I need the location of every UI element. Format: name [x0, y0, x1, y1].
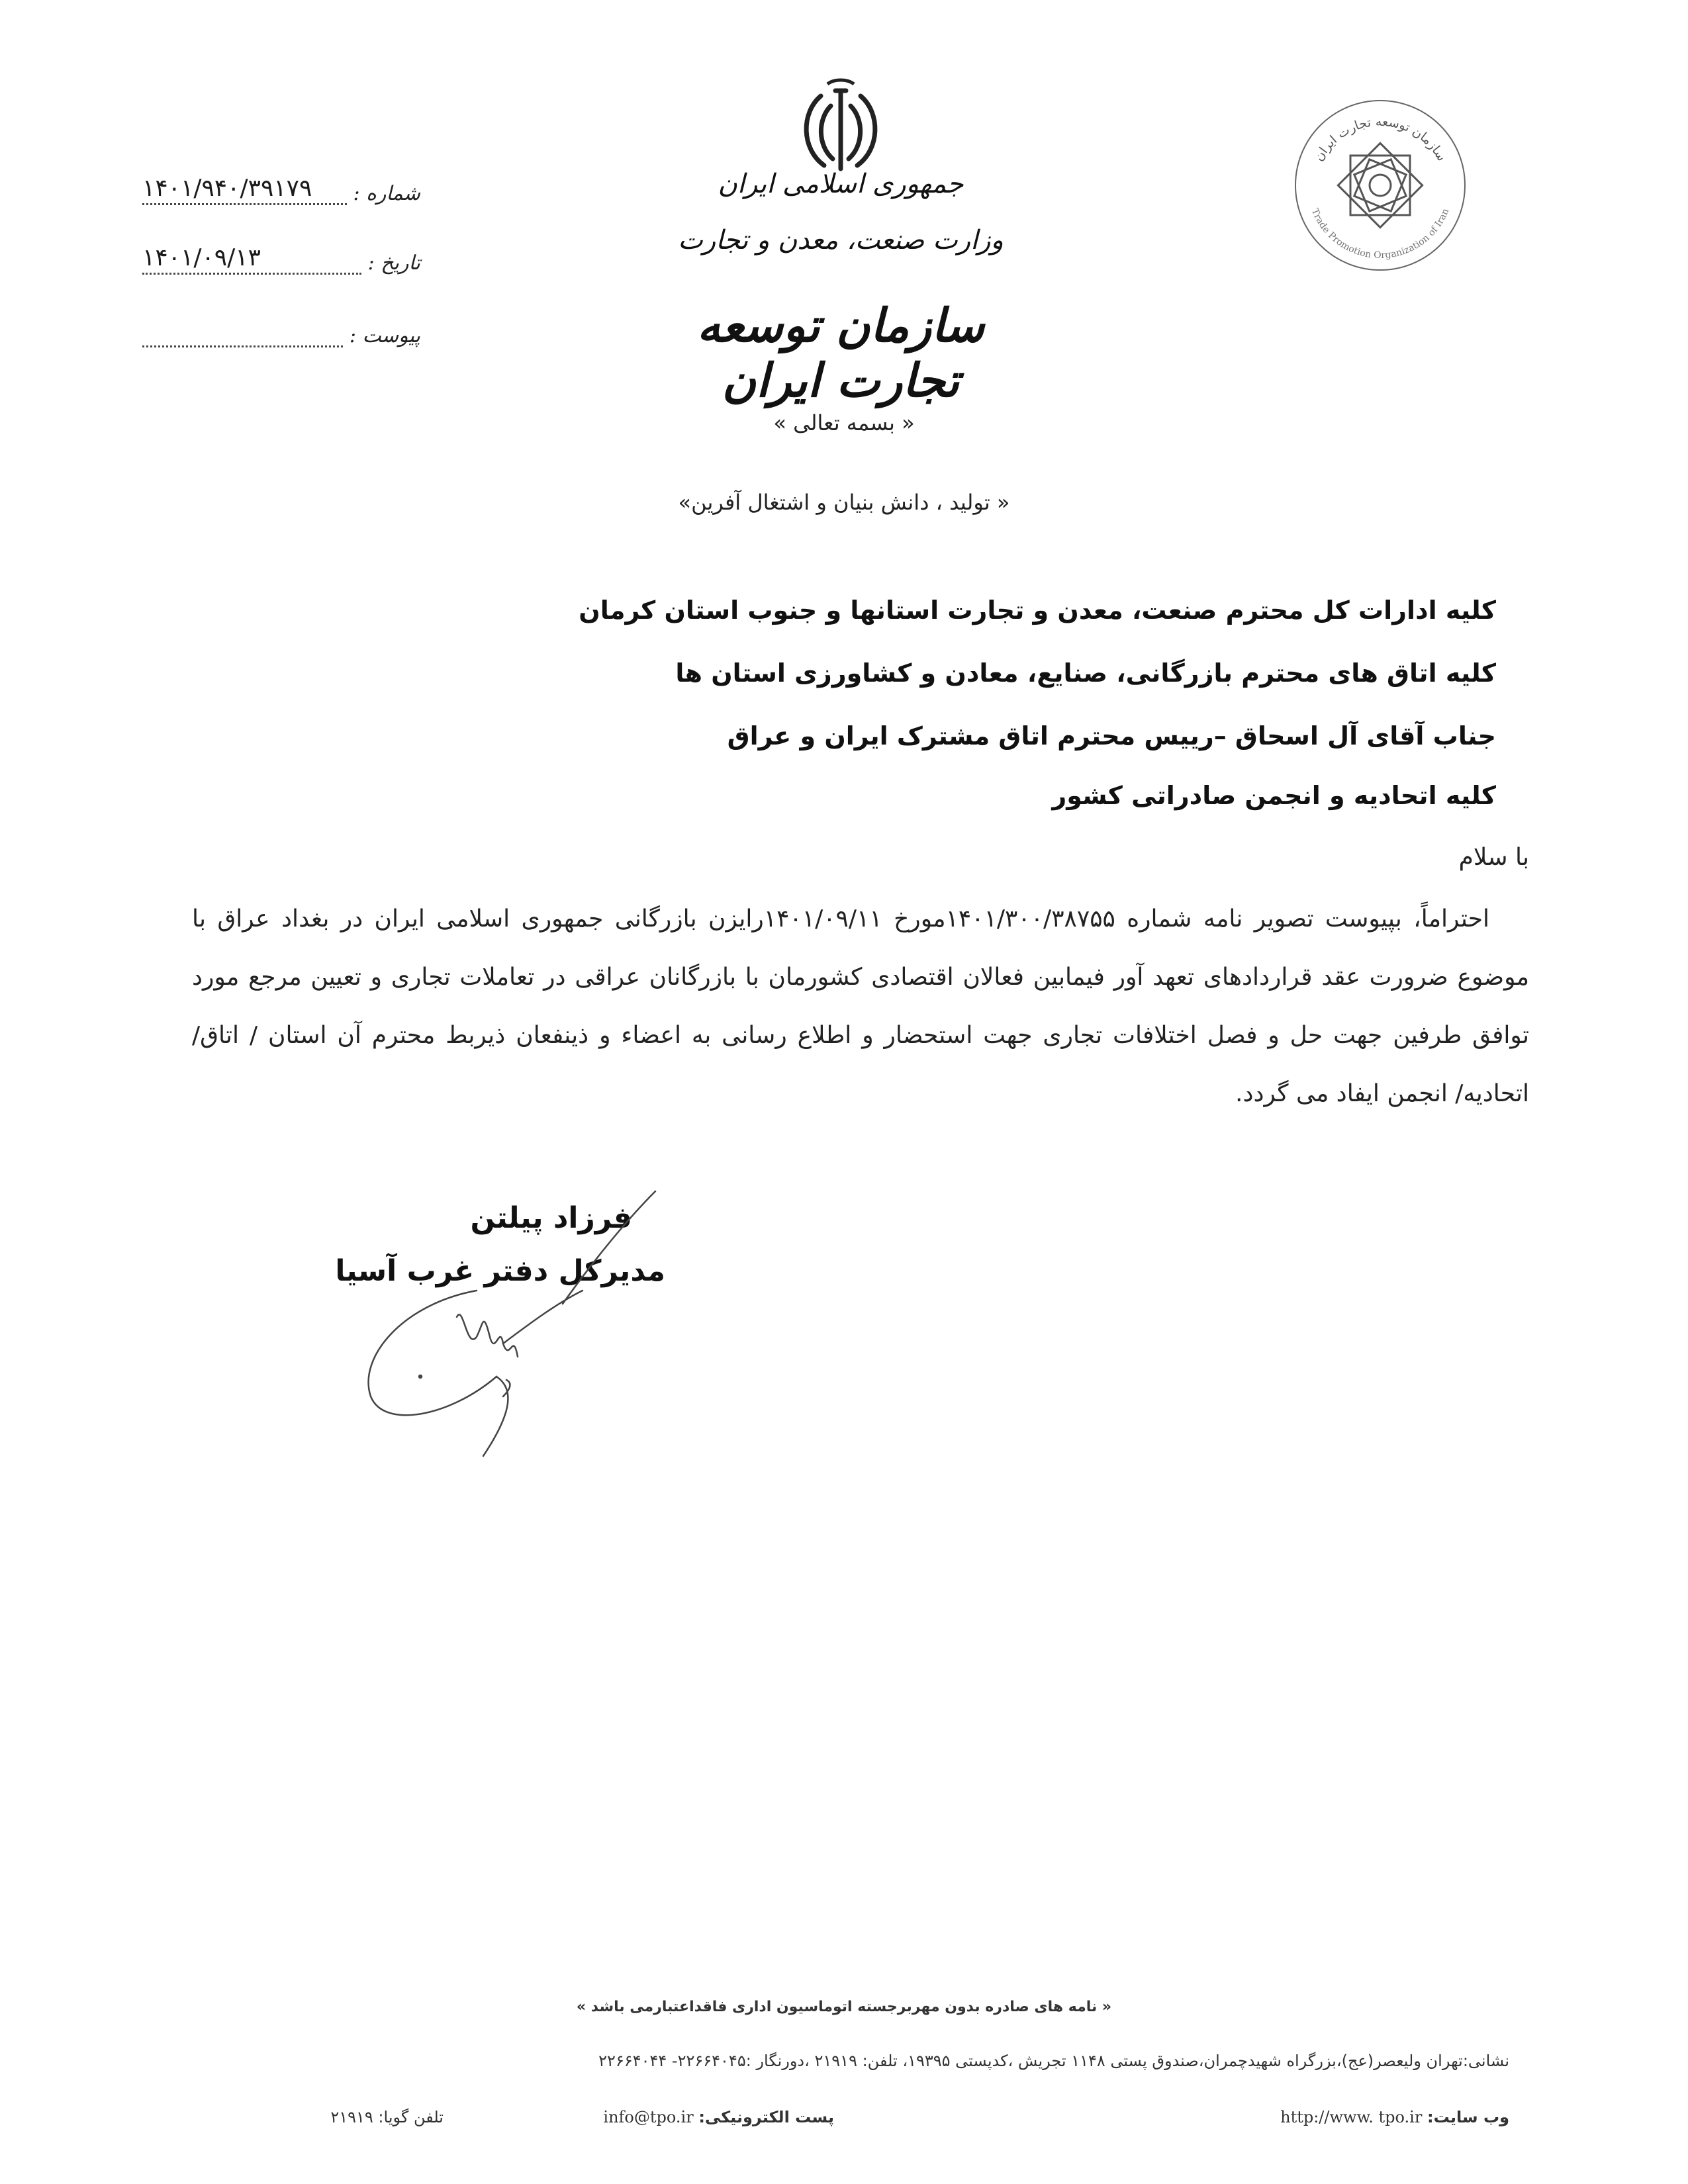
letter-date-label: تاریخ : — [367, 251, 420, 275]
letter-attachment-row — [142, 308, 420, 347]
letter-number-value: ۱۴۰۱/۹۴۰/۳۹۱۷۹ — [142, 175, 347, 205]
seal-english-text: Trade Promotion Organization of Iran — [1309, 206, 1452, 261]
greeting: با سلام — [1458, 844, 1529, 871]
letter-number-row — [142, 165, 420, 205]
signer-title: مدیرکل دفتر غرب آسیا — [335, 1254, 665, 1288]
ministry-title: وزارت صنعت، معدن و تجارت — [678, 225, 1004, 255]
phone-value: ۲۱۹۱۹ — [330, 2108, 373, 2126]
recipient-line: کلیه ادارات کل محترم صنعت، معدن و تجارت استانها و جنوب استان کرمان — [579, 596, 1496, 625]
email-label: پست الکترونیکی: — [698, 2108, 834, 2126]
republic-title: جمهوری اسلامی ایران — [718, 169, 964, 199]
footer-email — [603, 2108, 834, 2126]
seal-persian-text: سازمان توسعه تجارت ایران — [1311, 114, 1450, 164]
footer-phone — [330, 2108, 444, 2126]
letter-attachment-value — [142, 344, 343, 347]
letter-date-row — [142, 235, 420, 275]
letter-date-value: ۱۴۰۱/۰۹/۱۳ — [142, 244, 361, 275]
handwritten-signature — [344, 1178, 688, 1482]
signer-name: فرزاد پیلتن — [470, 1201, 632, 1235]
recipient-line: کلیه اتحادیه و انجمن صادراتی کشور — [1052, 781, 1496, 810]
letter-number-label: شماره : — [353, 182, 420, 205]
email-link[interactable]: info@tpo.ir — [603, 2108, 694, 2126]
basmala-line: « بسمه تعالی » — [773, 410, 915, 435]
footer-validity-note: « نامه های صادره بدون مهربرجسته اتوماسیون اداری فاقداعتبارمی باشد » — [576, 1999, 1112, 2015]
organization-title: سازمان توسعه تجارت ایران — [697, 298, 984, 408]
footer-website — [1280, 2108, 1509, 2126]
recipient-line: جناب آقای آل اسحاق –رییس محترم اتاق مشترک ایران و عراق — [727, 721, 1496, 751]
footer-address: نشانی:تهران ولیعصر(عج)،بزرگراه شهیدچمران،صندوق پستی ۱۱۴۸ تجریش ،کدپستی ۱۹۳۹۵، تلفن: ۲۱۹۱۹ ،دورنگار :۲۲۶۶۴۰۴۵- ۲۲۶۶۴۰۴۴ — [598, 2052, 1509, 2070]
website-link[interactable]: http://www. tpo.ir — [1280, 2108, 1423, 2126]
phone-label: تلفن گویا: — [378, 2108, 444, 2126]
recipient-line: کلیه اتاق های محترم بازرگانی، صنایع، معادن و کشاورزی استان ها — [675, 659, 1496, 688]
trade-promotion-seal-logo — [1288, 93, 1473, 278]
letter-attachment-label: پیوست : — [349, 324, 420, 347]
year-slogan: « تولید ، دانش بنیان و اشتغال آفرین» — [678, 490, 1010, 515]
letter-body: احتراماً، بپیوست تصویر نامه شماره ۱۴۰۱/۳۰۰/۳۸۷۵۵مورخ ۱۴۰۱/۰۹/۱۱رایزن بازرگانی جمهوری اسلامی ایران در بغداد عراق با موضوع ضرورت عقد قراردادهای تعهد آور فیمابین فعالان اقتصادی کشورمان با بازرگانان عراقی در تعاملات تجاری و تعیین مرجع مورد توافق طرفین جهت حل و فصل اختلافات تجاری جهت استحضار و اطلاع رسانی به اعضاء و ذینفعان ذیربط محترم آن استان / اتاق/ اتحادیه/ انجمن ایفاد می گردد. — [192, 905, 1529, 1107]
website-label: وب سایت: — [1427, 2108, 1509, 2126]
national-emblem-logo — [788, 76, 894, 182]
